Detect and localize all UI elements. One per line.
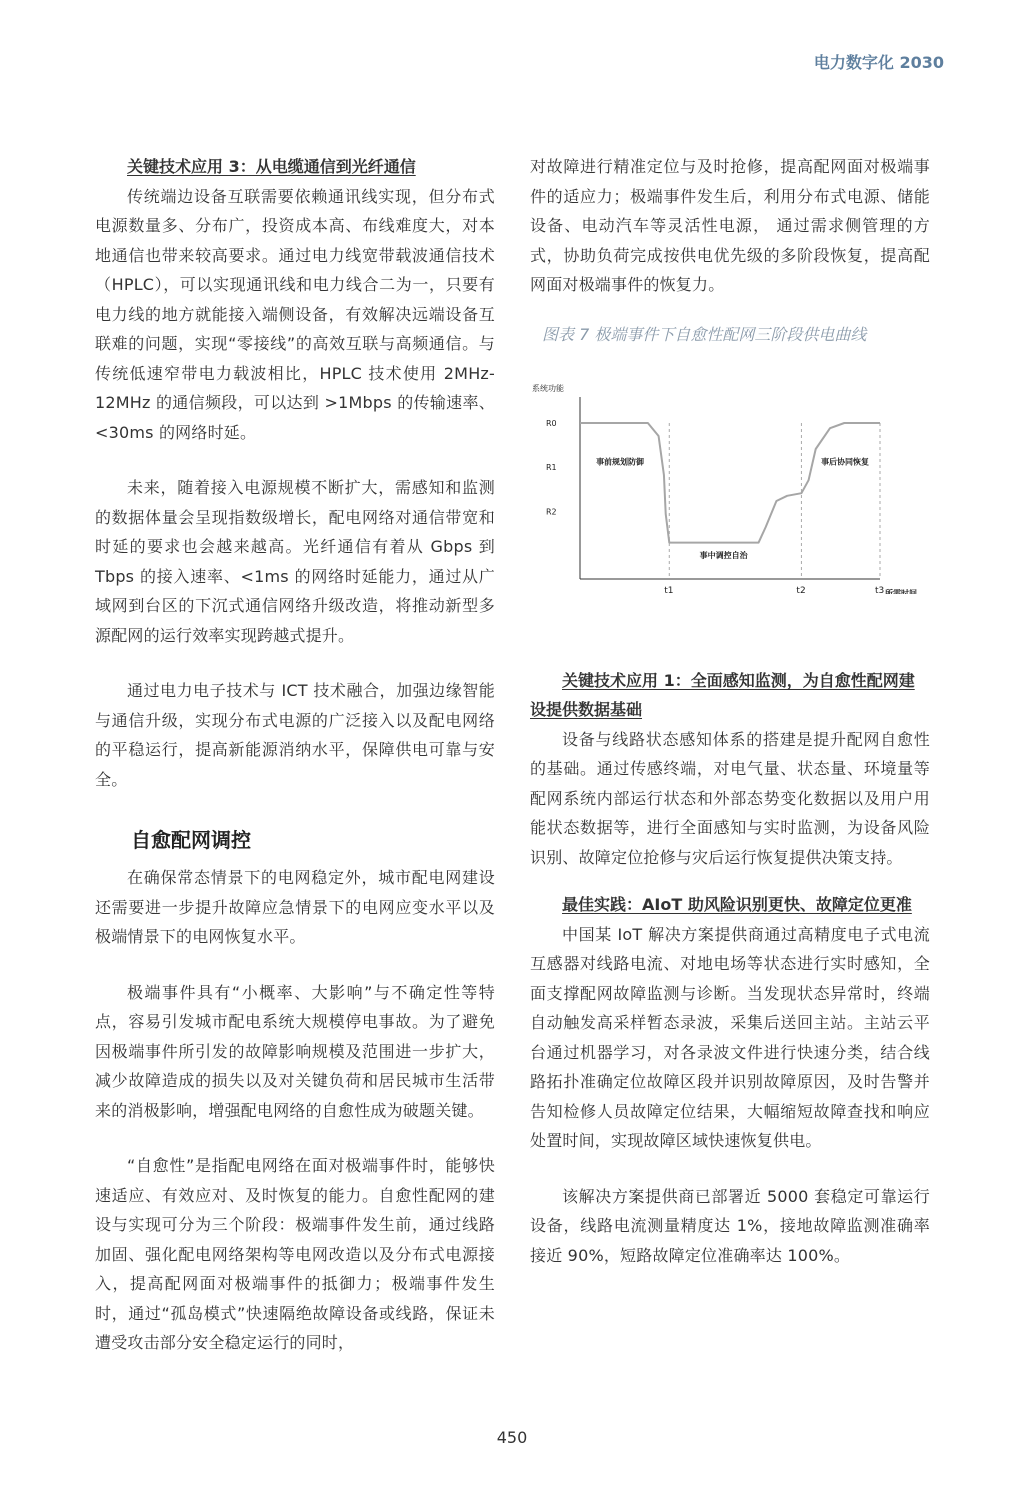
chart-svg [530,359,930,594]
paragraph-ict: 通过电力电子技术与 ICT 技术融合，加强边缘智能与通信升级，实现分布式电源的广泛接入以及配电网络的平稳运行，提高新能源消纳水平，保障供电可靠与安全。 [95,681,495,789]
x-axis-label: 所需时间 [885,588,917,594]
y-level-label-r2: R2 [546,506,557,516]
paragraph-continuation: 对故障进行精准定位与及时抢修，提高配网面对极端事件的适应力；极端事件发生后，利用分布式电源、储能设备、电动汽车等灵活性电源， 通过需求侧管理的方式，协助负荷完成按供电优先级的多阶段恢复，提高配网面对极端事件的恢复力。 [530,157,930,294]
x-tick-label-t1: t1 [664,585,674,594]
paragraph-grid-resilience: 在确保常态情景下的电网稳定外，城市配电网建设还需要进一步提升故障应急情景下的电网应变水平以及极端情景下的电网恢复水平。 [95,868,495,946]
phase-label-1: 事前规划防御 [596,457,645,467]
right-column [530,152,930,1270]
page-number: 450 [496,1428,528,1447]
y-axis-label: 系统功能 [532,383,564,393]
x-tick-label-t3: t3 [875,585,885,594]
paragraph-deployment: 该解决方案提供商已部署近 5000 套稳定可靠运行设备，线路电流测量精度达 1%，接地故障监测准确率接近 90%，短路故障定位准确率达 100%。 [530,1186,930,1265]
section-title-self-healing: 自愈配网调控 [131,828,251,852]
section-heading-fiber: 关键技术应用 3：从电缆通信到光纤通信 [127,157,416,176]
supply-curve-chart [530,359,930,594]
paragraph-sensing: 设备与线路状态感知体系的搭建是提升配网自愈性的基础。通过传感终端，对电气量、状态量、环境量等配网系统内部运行状态和外部态势变化数据以及用户用能状态数据等，进行全面感知与实时监测，为设备风险识别、故障定位抢修与灾后运行恢复提供决策支持。 [530,729,930,867]
paragraph-extreme-events: 极端事件具有“小概率、大影响”与不确定性等特点，容易引发城市配电系统大规模停电事故。为了避免因极端事件所引发的故障影响规模及范围进一步扩大，减少故障造成的损失以及对关键负荷和居民城市生活带来的消极影响，增强配电网络的自愈性成为破题关键。 [95,982,495,1120]
paragraph-aiot: 中国某 IoT 解决方案提供商通过高精度电子式电流互感器对线路电流、对地电场等状态进行实时感知，全面支撑配网故障监测与诊断。当发现状态异常时，终端自动触发高采样暂态录波，采集后送回主站。主站云平台通过机器学习，对各录波文件进行快速分类，结合线路拓扑准确定位故障区段并识别故障原因，及时告警并告知检修人员故障定位结果，大幅缩短故障查找和响应处置时间，实现故障区域快速恢复供电。 [530,924,930,1150]
y-level-label-r1: R1 [546,462,557,472]
left-column [95,152,495,1358]
phase-label-3: 事后协同恢复 [821,457,870,467]
running-header: 电力数字化 2030 [813,53,944,72]
paragraph-hplc: 传统端边设备互联需要依赖通讯线实现，但分布式电源数量多、分布广，投资成本高、布线难度大，对本地通信也带来较高要求。通过电力线宽带载波通信技术（HPLC），可以实现通讯线和电力线合二为一，只要有电力线的地方就能接入端侧设备，有效解决远端设备互联难的问题，实现“零接线”的高效互联与高频通信。与传统低速窄带电力载波相比，HPLC 技术使用 2MHz-12MHz 的通信频段，可以达到 >1Mbps 的传输速率、<30ms 的网络时延。 [95,186,495,442]
x-tick-label-t2: t2 [796,585,806,594]
phase-label-2: 事中调控自治 [699,550,748,560]
y-level-label-r0: R0 [546,418,557,428]
section-heading-aiot: 最佳实践：AIoT 助风险识别更快、故障定位更准 [562,895,912,914]
section-heading-sensing: 关键技术应用 1：全面感知监测，为自愈性配网建设提供数据基础 [530,670,915,719]
paragraph-fiber: 未来，随着接入电源规模不断扩大，需感知和监测的数据体量会呈现指数级增长，配电网络对通信带宽和时延的要求也会越来越高。光纤通信有着从 Gbps 到 Tbps 的接入速率、<1ms 的网络时延能力，通过从广域网到台区的下沉式通信网络升级改造，将推动新型多源配网的运行效率实现跨越式提升。 [95,478,495,645]
series-curve-1 [580,423,880,543]
paragraph-self-healing-definition: “自愈性”是指配电网络在面对极端事件时，能够快速适应、有效应对、及时恢复的能力。自愈性配网的建设与实现可分为三个阶段：极端事件发生前，通过线路加固、强化配电网络架构等电网改造以及分布式电源接入，提高配网面对极端事件的抵御力；极端事件发生时，通过“孤岛模式”快速隔绝故障设备或线路，保证未遭受攻击部分安全稳定运行的同时， [95,1156,495,1352]
figure-caption: 图表 7 极端事件下自愈性配网三阶段供电曲线 [542,324,867,344]
